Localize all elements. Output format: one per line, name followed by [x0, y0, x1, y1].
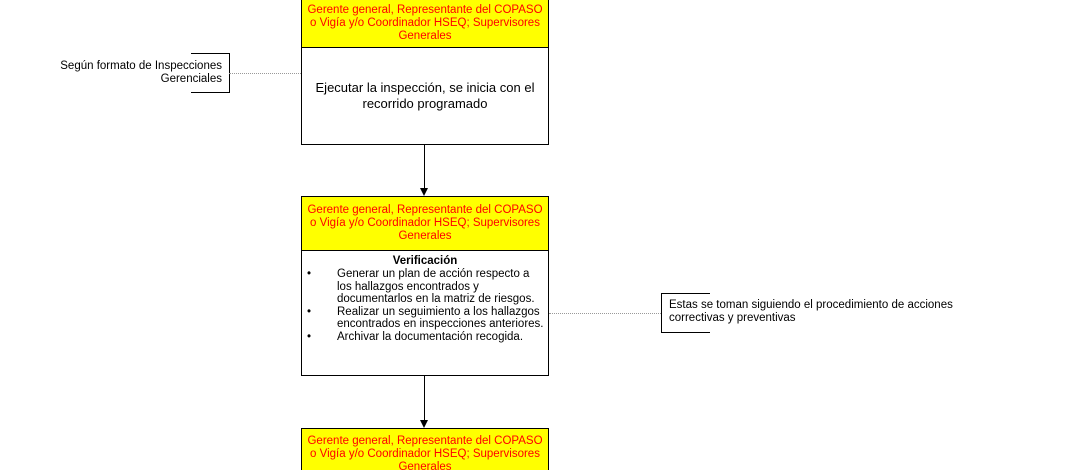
- step-verify-list: [302, 268, 548, 343]
- list-item: [302, 268, 548, 306]
- step-verify-box[interactable]: [301, 250, 549, 376]
- right-annotation: [669, 299, 959, 325]
- role-header-3: [301, 428, 549, 473]
- step-verify-title: Verificación: [392, 255, 458, 267]
- list-item: [302, 306, 548, 331]
- bullet-icon: •: [307, 330, 312, 343]
- role-header-2-text: Gerente general, Representante del COPASO o Vigía y/o Coordinador HSEQ; Supervisores Generales: [307, 204, 543, 242]
- left-annotation-text: Según formato de Inspecciones Gerenciales: [60, 60, 222, 85]
- connector-line-1: [424, 145, 425, 188]
- arrow-down-icon: [420, 420, 428, 428]
- list-item: [302, 331, 548, 344]
- role-header-1-text: Gerente general, Representante del COPASO o Vigía y/o Coordinador HSEQ; Supervisores Generales: [307, 3, 543, 42]
- list-item-text: Generar un plan de acción respecto a los hallazgos encontrados y documentarlos en la matriz de riesgos.: [337, 268, 535, 305]
- connector-line-2: [424, 376, 425, 420]
- step-execute-text: Ejecutar la inspección, se inicia con el recorrido programado: [315, 80, 535, 111]
- role-header-3-text: Gerente general, Representante del COPASO o Vigía y/o Coordinador HSEQ; Supervisores Generales: [307, 435, 543, 473]
- step-execute-box[interactable]: [301, 47, 549, 145]
- arrow-down-icon: [420, 188, 428, 196]
- right-annotation-connector: [549, 313, 661, 314]
- list-item-text: Archivar la documentación recogida.: [337, 330, 524, 343]
- left-annotation-connector: [229, 73, 301, 74]
- bullet-icon: •: [307, 268, 312, 280]
- role-header-2: [301, 196, 549, 251]
- left-annotation-bracket: [191, 53, 230, 93]
- right-annotation-text: Estas se toman siguiendo el procedimiento de acciones correctivas y preventivas: [669, 299, 953, 324]
- role-header-1: [301, 0, 549, 48]
- bullet-icon: •: [307, 305, 312, 318]
- list-item-text: Realizar un seguimiento a los hallazgos encontrados en inspecciones anteriores.: [337, 305, 544, 330]
